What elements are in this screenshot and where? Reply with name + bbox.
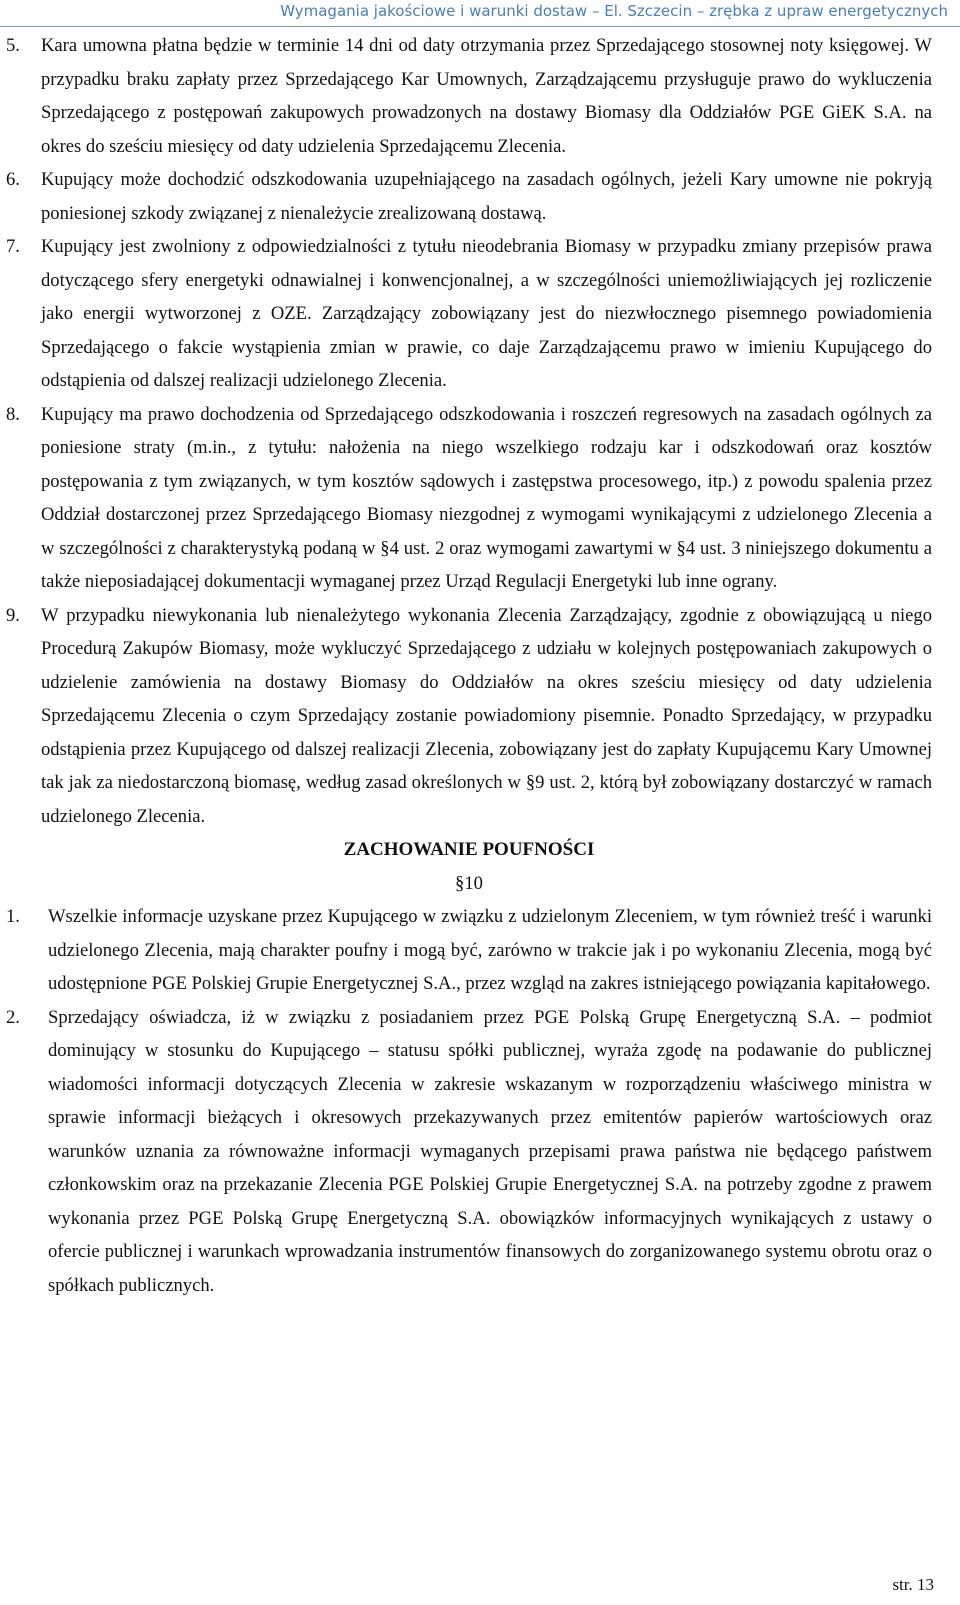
item-number: 6. <box>6 169 20 190</box>
item-text: Kupujący może dochodzić odszkodowania uzupełniającego na zasadach ogólnych, jeżeli Kary umowne nie pokryją poniesionej szkody związanej z nienależycie zrealizowaną dostawą. <box>41 169 932 224</box>
page-number: str. 13 <box>892 1575 934 1594</box>
confidentiality-clauses-list <box>6 900 932 1302</box>
item-number: 1. <box>6 906 20 927</box>
penalty-clauses-list <box>6 29 932 833</box>
item-text: Kupujący ma prawo dochodzenia od Sprzedającego odszkodowania i roszczeń regresowych na zasadach ogólnych za poniesione straty (m.in., z tytułu: nałożenia na niego wszelkiego rodzaju kar i odszkodowań oraz kosztów postępowania z tym związanych, w tym kosztów sądowych i zastępstwa procesowego, itp.) z powodu spalenia przez Oddział dostarczonej przez Sprzedającego Biomasy niezgodnej z wymogami wynikającymi z udzielonego Zlecenia a w szczególności z charakterystyką podaną w §4 ust. 2 oraz wymogami zawartymi w §4 ust. 3 niniejszego dokumentu a także nieposiadającej dokumentacji wymaganej przez Urząd Regulacji Energetyki lub inne ograny. <box>41 403 932 592</box>
item-number: 2. <box>6 1006 20 1028</box>
item-text: Sprzedający oświadcza, iż w związku z posiadaniem przez PGE Polską Grupę Energetyczną S.A. – podmiot dominujący w stosunku do Kupującego – statusu spółki publicznej, wyraża zgodę na podawanie do publicznej wiadomości informacji dotyczących Zlecenia w zakresie wskazanym w rozporządzeniu właściwego ministra w sprawie informacji bieżących i okresowych przekazywanych przez emitentów papierów wartościowych oraz warunków uznania za równoważne informacji wymaganych przepisami prawa państwa nie będącego państwem członkowskim oraz na przekazanie Zlecenia PGE Polskiej Grupie Energetycznej S.A. na potrzeby zgodne z prawem wykonania przez PGE Polską Grupę Energetyczną S.A. obowiązków informacyjnych wynikających z ustawy o ofercie publicznej i warunkach wprowadzania instrumentów finansowych do zorganizowanego systemu obrotu oraz o spółkach publicznych. <box>48 1006 932 1296</box>
header-divider <box>0 26 960 27</box>
section-title: ZACHOWANIE POUFNOŚCI <box>343 839 595 860</box>
document-body <box>6 29 932 1302</box>
item-text: Kara umowna płatna będzie w terminie 14 dni od daty otrzymania przez Sprzedającego stosownej noty księgowej. W przypadku braku zapłaty przez Sprzedającego Kar Umownych, Zarządzającemu przysługuje prawo do wykluczenia Sprzedającego z postępowań zakupowych prowadzonych na dostawy Biomasy dla Oddziałów PGE GiEK S.A. na okres do sześciu miesięcy od daty udzielenia Sprzedającemu Zlecenia. <box>41 35 932 157</box>
section-number: §10 <box>455 872 483 894</box>
list-item <box>6 163 932 230</box>
list-item <box>6 599 932 834</box>
item-text: Kupujący jest zwolniony z odpowiedzialności z tytułu nieodebrania Biomasy w przypadku zmiany przepisów prawa dotyczącego sfery energetyki odnawialnej i konwencjonalnej, a w szczególności uniemożliwiających jej rozliczenie jako energii wytworzonej z OZE. Zarządzający zobowiązany jest do niezwłocznego pisemnego powiadomienia Sprzedającego o fakcie wystąpienia zmian w prawie, co daje Zarządzającemu prawo w imieniu Kupującego do odstąpienia od dalszej realizacji udzielonego Zlecenia. <box>41 236 932 391</box>
item-number: 5. <box>6 35 20 56</box>
list-item <box>6 29 932 163</box>
list-item <box>6 230 932 398</box>
item-number: 7. <box>6 236 20 257</box>
item-text: W przypadku niewykonania lub nienależytego wykonania Zlecenia Zarządzający, zgodnie z obowiązującą u niego Procedurą Zakupów Biomasy, może wykluczyć Sprzedającego z udziału w kolejnych postępowaniach zakupowych o udzielenie zamówienia na dostawy Biomasy do Oddziałów na okres sześciu miesięcy od daty udzielenia Sprzedającemu Zlecenia o czym Sprzedający zostanie powiadomiony pisemnie. Ponadto Sprzedający, w przypadku odstąpienia przez Kupującego od dalszej realizacji Zlecenia, zobowiązany jest do zapłaty Kupującemu Kary Umownej tak jak za niedostarczoną biomasę, według zasad określonych w §9 ust. 2, którą był zobowiązany dostarczyć w ramach udzielonego Zlecenia. <box>41 604 932 827</box>
list-item <box>6 398 932 599</box>
running-header: Wymagania jakościowe i warunki dostaw – El. Szczecin – zrębka z upraw energetycznych <box>280 2 948 20</box>
list-item <box>6 900 932 1001</box>
item-number: 8. <box>6 403 20 425</box>
item-text: Wszelkie informacje uzyskane przez Kupującego w związku z udzielonym Zleceniem, w tym również treść i warunki udzielonego Zlecenia, mają charakter poufny i mogą być, zarówno w trakcie jak i po wykonaniu Zlecenia, mogą być udostępnione PGE Polskiej Grupie Energetycznej S.A., przez wzgląd na zakres istniejącego powiązania kapitałowego. <box>48 906 932 994</box>
list-item <box>6 1001 932 1303</box>
item-number: 9. <box>6 604 20 626</box>
